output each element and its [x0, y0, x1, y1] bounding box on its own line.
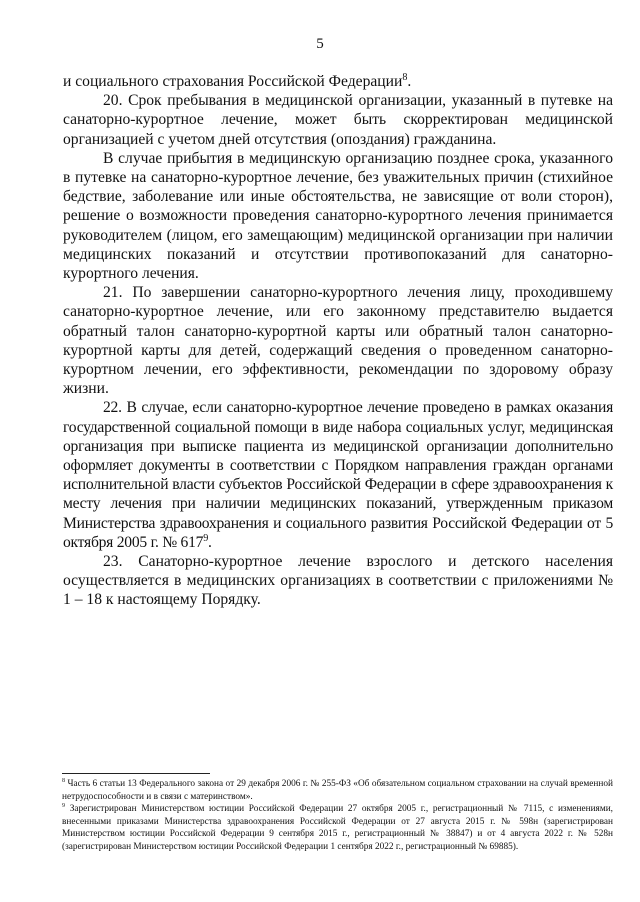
footnote-ref-8: 8 [402, 71, 408, 83]
paragraph-text: и социального страхования Российской Федерации [63, 73, 403, 90]
footnote-text: Зарегистрирован Министерством юстиции Российской Федерации 27 октября 2005 г., регистрационный № 7115, с изменениями, внесенными приказами Министерства здравоохранения Российской Федерации от 27 августа 2015 г. № 598н (зарегистрирован Министерством юстиции Российской Федерации 9 сентября 2015 г., регистрационный № 38847) и от 4 августа 2022 г. № 528н (зарегистрирован Министерством юстиции Российской Федерации 1 сентября 2022 г., регистрационный № 69885). [62, 804, 613, 852]
footnotes [62, 778, 613, 854]
footnote-text: Часть 6 статьи 13 Федерального закона от 29 декабря 2006 г. № 255-ФЗ «Об обязательном социальном страховании на случай временной нетрудоспособности и в связи с материнством». [62, 779, 613, 802]
paragraph-item-23: 23. Санаторно-курортное лечение взрослого и детского населения осуществляется в медицинских организациях в соответствии с приложениями № 1 – 18 к настоящему Порядку. [63, 553, 613, 609]
paragraph-end: . [407, 73, 412, 90]
footnote-separator [62, 773, 210, 774]
paragraph-item-21: 21. По завершении санаторно-курортного лечения лицу, проходившему санаторно-курортное лечение, или его законному представителю выдается обратный талон санаторно-курортной карты или обратный талон санаторно-курортной карты для детей, содержащий сведения о проведенном санаторно-курортном лечении, его эффективности, рекомендации по здоровому образу жизни. [63, 284, 613, 398]
paragraph-item-20: 20. Срок пребывания в медицинской организации, указанный в путевке на санаторно-курортное лечение, может быть скорректирован медицинской организацией с учетом дней отсутствия (опоздания) гражданина. [63, 92, 613, 148]
footnote-ref-9: 9 [203, 532, 208, 544]
page-number: 5 [316, 36, 324, 52]
paragraph-late-arrival: В случае прибытия в медицинскую организацию позднее срока, указанного в путевке на санаторно-курортное лечение, без уважительных причин (стихийное бедствие, заболевание или иные обстоятельства, не зависящие от воли сторон), решение о возможности проведения санаторно-курортного лечения принимается руководителем (лицом, его замещающим) медицинской организации при наличии медицинских показаний и отсутствии противопоказаний для санаторно-курортного лечения. [63, 149, 613, 283]
paragraph-continuation [63, 72, 613, 91]
footnote-mark: 8 [62, 777, 66, 784]
paragraph-end: . [208, 533, 212, 551]
paragraph-text: 22. В случае, если санаторно-курортное лечение проведено в рамках оказания государственной социальной помощи в виде набора социальных услуг, медицинская организация при выписке пациента из медицинской организации дополнительно оформляет документы в соответствии с Порядком направления граждан органами исполнительной власти субъектов Российской Федерации в сфере здравоохранения к месту лечения при наличии медицинских показаний, утвержденным приказом Министерства здравоохранения и социального развития Российской Федерации от 5 октября 2005 г. № 617 [63, 399, 613, 551]
footnote-mark: 9 [62, 803, 66, 810]
paragraph-item-22 [63, 398, 613, 552]
footnote-9 [62, 803, 613, 853]
footnote-8 [62, 778, 613, 803]
document-body [63, 72, 613, 610]
